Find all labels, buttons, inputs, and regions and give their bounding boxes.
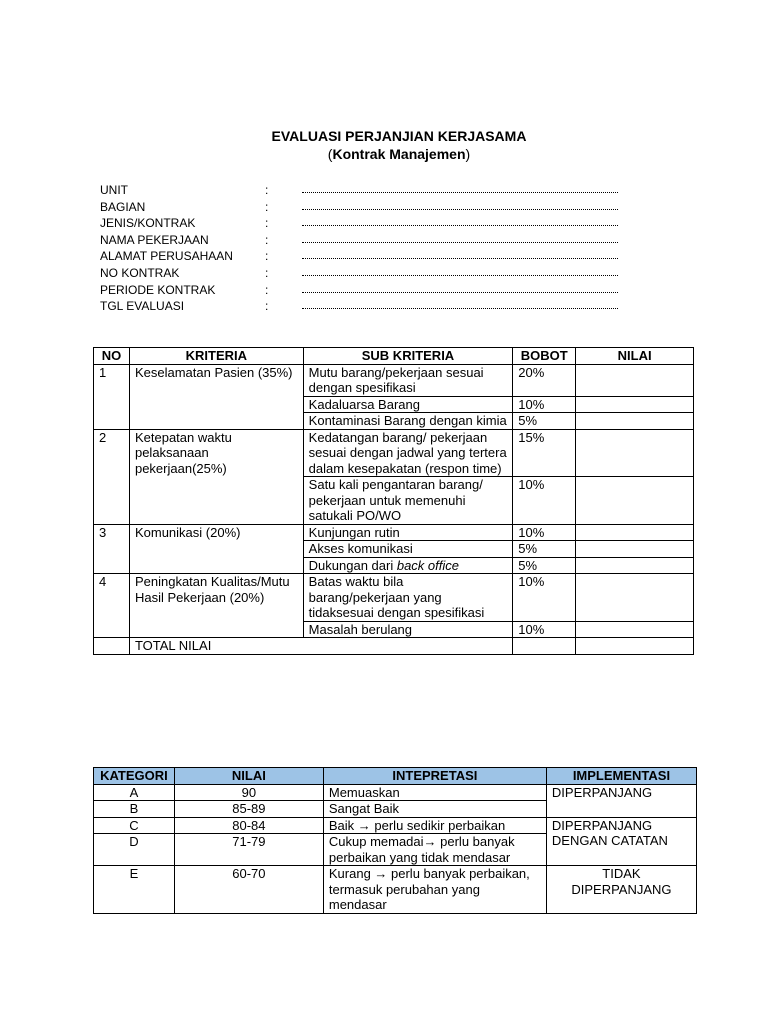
total-nilai-cell[interactable] [576,638,694,655]
fill-line[interactable] [302,269,618,276]
table-row: C 80-84 Baik → perlu sedikir perbaikan DIPERPANJANG DENGAN CATATAN [94,817,697,834]
nilai-cell[interactable] [576,541,694,558]
table-row: A 90 Memuaskan DIPERPANJANG [94,784,697,801]
nilai-cell[interactable] [576,429,694,477]
nilai-cell[interactable] [576,477,694,525]
table-row: D 71-79 Cukup memadai→ perlu banyak perbaikan yang tidak mendasar [94,834,697,866]
table-row: E 60-70 Kurang → perlu banyak perbaikan, termasuk perubahan yang mendasar TIDAK DIPERPANJANG [94,866,697,914]
nilai-cell[interactable] [576,524,694,541]
header-no: NO [94,348,130,365]
table-row: Satu kali pengantaran barang/ pekerjaan untuk memenuhi satukali PO/WO 10% [94,477,694,525]
table-row: Dukungan dari back office 5% [94,557,694,574]
table-row: Akses komunikasi 5% [94,541,694,558]
info-row-periode-kontrak: PERIODE KONTRAK : [100,282,640,299]
info-row-unit: UNIT : [100,182,640,199]
header-bobot: BOBOT [513,348,576,365]
info-row-bagian: BAGIAN : [100,199,640,216]
table-row: B 85-89 Sangat Baik [94,801,697,818]
table-row: Kontaminasi Barang dengan kimia 5% [94,413,694,430]
fill-line[interactable] [302,186,618,193]
nilai-cell[interactable] [576,557,694,574]
nilai-cell[interactable] [576,413,694,430]
nilai-cell[interactable] [576,621,694,638]
fill-line[interactable] [302,302,618,309]
criteria-header-row [94,348,694,365]
category-header-row [94,768,697,785]
info-fields [100,182,640,315]
header-nilai: NILAI [174,768,323,785]
fill-line[interactable] [302,252,618,259]
header-nilai: NILAI [576,348,694,365]
table-row: 1 Keselamatan Pasien (35%) Mutu barang/pekerjaan sesuai dengan spesifikasi 20% [94,364,694,396]
table-row: 4 Peningkatan Kualitas/Mutu Hasil Pekerjaan (20%) Batas waktu bila barang/pekerjaan yang tidaksesuai dengan spesifikasi 10% [94,574,694,622]
criteria-table [93,347,694,655]
total-label: TOTAL NILAI [129,638,512,655]
nilai-cell[interactable] [576,396,694,413]
nilai-cell[interactable] [576,574,694,622]
info-row-tgl-evaluasi: TGL EVALUASI : [100,298,640,315]
info-row-alamat-perusahaan: ALAMAT PERUSAHAAN : [100,248,640,265]
fill-line[interactable] [302,286,618,293]
header-kriteria: KRITERIA [129,348,303,365]
table-row: 3 Komunikasi (20%) Kunjungan rutin 10% [94,524,694,541]
header-sub-kriteria: SUB KRITERIA [303,348,513,365]
header-interpretasi: INTEPRETASI [323,768,546,785]
total-row [94,638,694,655]
fill-line[interactable] [302,236,618,243]
fill-line[interactable] [302,219,618,226]
fill-line[interactable] [302,203,618,210]
info-row-jenis-kontrak: JENIS/KONTRAK : [100,215,640,232]
table-row: Kadaluarsa Barang 10% [94,396,694,413]
table-row: 2 Ketepatan waktu pelaksanaan pekerjaan(25%) Kedatangan barang/ pekerjaan sesuai dengan jadwal yang tertera dalam kesepakatan (respon time) 15% [94,429,694,477]
table-row: Masalah berulang 10% [94,621,694,638]
header-kategori: KATEGORI [94,768,175,785]
document-subtitle: (Kontrak Manajemen) [327,146,471,162]
document-title: EVALUASI PERJANJIAN KERJASAMA [271,128,527,144]
info-row-no-kontrak: NO KONTRAK : [100,265,640,282]
info-row-nama-pekerjaan: NAMA PEKERJAAN : [100,232,640,249]
category-table [93,767,697,914]
nilai-cell[interactable] [576,364,694,396]
header-implementasi: IMPLEMENTASI [546,768,696,785]
